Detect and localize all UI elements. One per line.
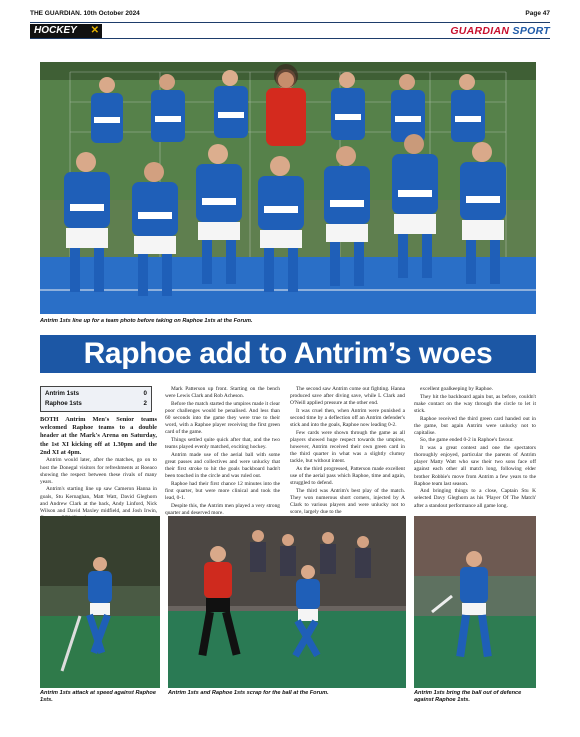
article-paragraph: excellent goalkeeping by Raphoe. <box>420 386 494 392</box>
score-box <box>40 386 152 412</box>
section-bar <box>30 22 550 39</box>
publication-date: THE GUARDIAN. 10th October 2024 <box>30 10 140 17</box>
action-photo-left <box>40 516 160 688</box>
guardian-sport-logo <box>450 25 550 37</box>
team-photo <box>40 62 536 314</box>
article-column-2 <box>165 386 280 517</box>
article-paragraph: As the third progressed, Patterson made excellent use of the aerial pass which Raphoe, time and again, struggled to defend. <box>290 465 405 487</box>
article-paragraph: They hit the backboard again but, as before, couldn't make contact on the way through the circle to let it stick. <box>414 393 536 414</box>
article-column-1 <box>40 416 157 523</box>
article-paragraph: It was a great contest and one the spectators thoroughly enjoyed, particular the parents of Antrim player Matty Watt who saw their two sons face off against each other all match long, following elder brother Robbie's move from Antrim a few years to the Raphoe team last season. <box>414 445 536 487</box>
article-paragraph: It was cruel then, when Antrim were punished a second time by a deflection off an Antrim defender's stick and into the goals, Raphoe now leading 0-2. <box>290 407 405 429</box>
article-paragraph: Antrim would later, after the matches, go on to host the Donegal visitors for refreshments at Roeaco showing the respect between these rivals of many years. <box>40 457 157 485</box>
article-paragraph: Raphoe received the third green card handed out in the game, but again Antrim were unlucky not to capitalise. <box>414 415 536 436</box>
action-photo-right <box>414 516 536 688</box>
article-paragraph: Few cards were shown through the game as all players showed huge respect towards the umpires, however, Antrim received their own green card in the third quarter in what was a slightly clumsy tackle, but without intent. <box>290 429 405 465</box>
article-column-4 <box>414 386 536 510</box>
article-paragraph: Antrim's starting line up saw Cameron Hanna in goals, Stu Kernaghan, Matt Watt, David Gleghorn and Andrew Clark at the back, Andy Linford, Nick Wilson and David Maxley midfield, and Josh Irwin, <box>40 486 157 514</box>
team-name: Antrim 1sts <box>45 390 80 397</box>
team-score: 2 <box>143 400 147 407</box>
article-paragraph: So, the game ended 0-2 in Raphoe's favour. <box>420 437 514 444</box>
section-tab-label: HOCKEY <box>34 25 77 36</box>
article-paragraph: Things settled quite quick after that, and the two teams played evenly matched, exciting hockey. <box>165 436 280 450</box>
hockey-stick-icon: ✕ <box>90 25 99 36</box>
article-paragraph: Antrim made use of the aerial ball with some great passes and collectives and were unlucky that their first stroke to hit the goals backboard hadn't been touched in the circle and was ruled out. <box>165 451 280 479</box>
brand-sport: SPORT <box>512 25 550 37</box>
action-photo-center-caption: Antrim 1sts and Raphoe 1sts scrap for the ball at the Forum. <box>168 690 329 696</box>
article-paragraph: The second saw Antrim come out fighting. Hanna produced save after diving save, while L Clark and O'Neill applied pressure at the other end. <box>290 386 405 407</box>
team-photo-caption: Antrim 1sts line up for a team photo before taking on Raphoe 1sts at the Forum. <box>40 318 253 324</box>
team-name: Raphoe 1sts <box>45 400 82 407</box>
action-photo-center <box>168 516 406 688</box>
brand-guardian: GUARDIAN <box>450 25 510 37</box>
article-paragraph: Mark Patterson up front. Starting on the bench were Lewis Clark and Rob Acheson. <box>165 386 280 400</box>
article-paragraph: And bringing things to a close, Captain Stu K selected Davy Gleghorn as his 'Player Of The Match' after a standout performance all game long. <box>414 488 536 509</box>
masthead <box>30 10 550 20</box>
article-paragraph: Raphoe had their first chance 12 minutes into the first quarter, but were more clinical and took the lead, 0-1. <box>165 480 280 501</box>
article-paragraph: The third was Antrim's best play of the match. They won numerous short corners, injected by A Clark to various players and were unlucky not to score, largely due to the <box>290 487 405 516</box>
article-headline: Raphoe add to Antrim’s woes <box>40 335 536 373</box>
action-photo-left-caption: Antrim 1sts attack at speed against Raphoe 1sts. <box>40 690 156 703</box>
article-column-3 <box>290 386 405 517</box>
section-tab-hockey <box>30 24 102 38</box>
team-score: 0 <box>143 390 147 397</box>
action-photo-right-caption: Antrim 1sts bring the ball out of defence against Raphoe 1sts. <box>414 690 522 703</box>
score-row-away <box>45 399 147 409</box>
score-row-home <box>45 389 147 399</box>
article-paragraph: Despite this, the Antrim men played a very strong quarter and deserved more. <box>165 502 280 516</box>
page-number: Page 47 <box>525 10 550 17</box>
article-paragraph: Before the match started the umpires made it clear poor challenges would be penalised. And less than 60 seconds into the game they were true to their word, with a Raphoe player receiving the first green card of the game. <box>165 400 280 436</box>
article-paragraph: BOTH Antrim Men's Senior teams welcomed Raphoe teams to a double header at the Mark's Arena on Saturday, the 1st XI kicking off at 1.30pm and the 2nd XI at 4pm. <box>40 416 157 456</box>
